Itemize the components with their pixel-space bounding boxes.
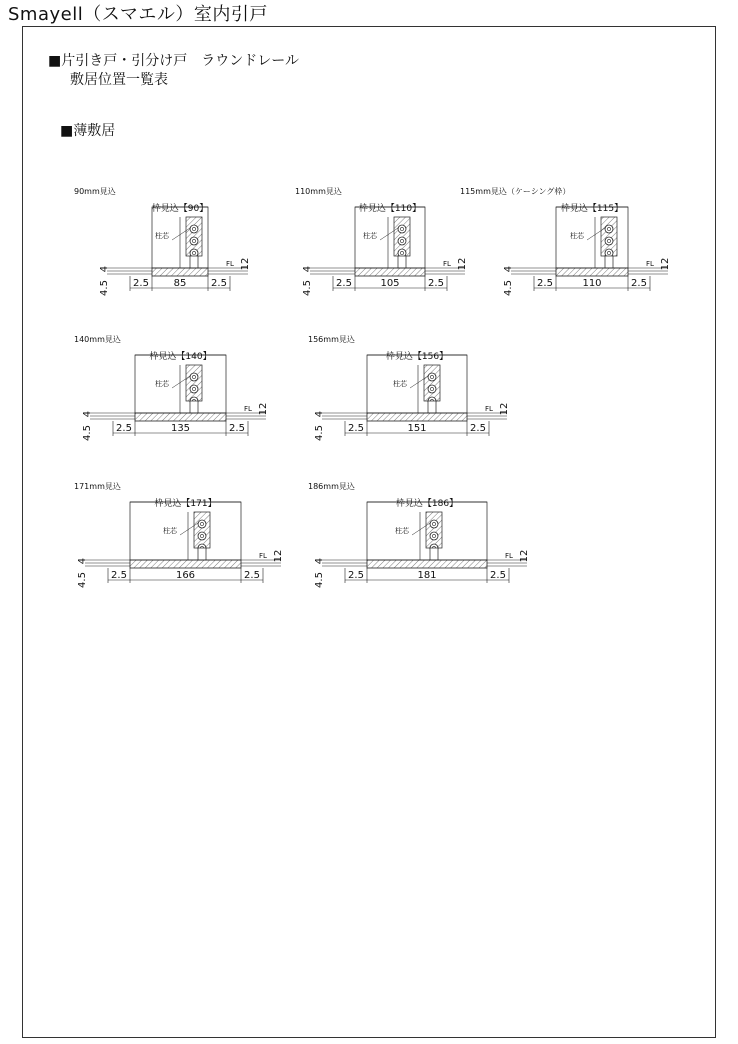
height-4-label: 4 <box>314 410 325 418</box>
roller-circle <box>430 520 438 528</box>
floor-level-label: FL <box>226 260 234 268</box>
height-12-label: 12 <box>273 549 284 563</box>
roller-circle <box>428 385 436 393</box>
roller-circle <box>190 385 198 393</box>
sill-section <box>367 413 467 421</box>
frame-outline <box>367 355 467 413</box>
floor-level-label: FL <box>244 405 252 413</box>
height-4-label: 4 <box>503 265 514 273</box>
right-margin-value: 2.5 <box>211 278 227 289</box>
document-title: Smayell（スマエル）室内引戸 <box>8 4 268 25</box>
height-12-label: 12 <box>519 549 530 563</box>
left-margin-value: 2.5 <box>348 423 364 434</box>
left-margin-value: 2.5 <box>116 423 132 434</box>
rail-guide <box>398 256 406 268</box>
left-margin-value: 2.5 <box>537 278 553 289</box>
height-4-5-label: 4.5 <box>77 572 88 588</box>
rail-guide <box>190 401 198 413</box>
height-4-label: 4 <box>82 410 93 418</box>
floor-level-label: FL <box>259 552 267 560</box>
diagram-caption: 110mm見込 <box>295 187 342 196</box>
sill-width-value: 110 <box>582 278 602 289</box>
sill-section <box>367 560 487 568</box>
height-12-label: 12 <box>499 402 510 416</box>
frame-label: 枠見込【156】 <box>385 352 449 362</box>
sill-section <box>130 560 241 568</box>
roller-circle <box>198 520 206 528</box>
diagram-caption: 156mm見込 <box>308 335 355 344</box>
roller-circle <box>430 532 438 540</box>
roller-circle <box>398 225 406 233</box>
frame-label: 枠見込【186】 <box>395 499 459 509</box>
diagram-caption: 140mm見込 <box>74 335 121 344</box>
column-core-label: 柱芯 <box>570 232 584 240</box>
frame-label: 枠見込【110】 <box>358 204 422 214</box>
sill-section <box>152 268 208 276</box>
right-margin-value: 2.5 <box>631 278 647 289</box>
sill-width-value: 181 <box>417 570 437 581</box>
height-4-5-label: 4.5 <box>99 280 110 296</box>
right-margin-value: 2.5 <box>490 570 506 581</box>
diagram-caption: 115mm見込（ケーシング枠） <box>460 187 571 196</box>
frame-label: 枠見込【90】 <box>151 204 209 214</box>
rail-guide <box>428 401 436 413</box>
height-12-label: 12 <box>457 257 468 271</box>
floor-level-label: FL <box>443 260 451 268</box>
sill-section <box>355 268 425 276</box>
height-4-label: 4 <box>314 557 325 565</box>
diagram-caption: 171mm見込 <box>74 482 121 491</box>
floor-level-label: FL <box>485 405 493 413</box>
roller-circle <box>190 225 198 233</box>
left-margin-value: 2.5 <box>336 278 352 289</box>
door-panel <box>186 365 202 401</box>
rail-guide <box>190 256 198 268</box>
height-12-label: 12 <box>240 257 251 271</box>
column-core-label: 柱芯 <box>163 527 177 535</box>
left-margin-value: 2.5 <box>348 570 364 581</box>
sill-width-value: 151 <box>407 423 427 434</box>
height-12-label: 12 <box>660 257 671 271</box>
left-margin-value: 2.5 <box>133 278 149 289</box>
sill-width-value: 166 <box>175 570 196 581</box>
column-core-label: 柱芯 <box>395 527 409 535</box>
height-4-5-label: 4.5 <box>503 280 514 296</box>
right-margin-value: 2.5 <box>428 278 444 289</box>
rail-guide <box>198 548 206 560</box>
diagram-caption: 90mm見込 <box>74 187 116 196</box>
diagram-caption: 186mm見込 <box>308 482 355 491</box>
height-4-5-label: 4.5 <box>314 425 325 441</box>
roller-circle <box>398 237 406 245</box>
sill-section <box>135 413 226 421</box>
frame-outline <box>135 355 226 413</box>
subheading-thin-sill: ■薄敷居 <box>60 123 116 139</box>
height-4-label: 4 <box>77 557 88 565</box>
column-core-label: 柱芯 <box>393 380 407 388</box>
door-panel <box>426 512 442 548</box>
sill-section <box>556 268 628 276</box>
roller-circle <box>198 532 206 540</box>
heading-line-2: 敷居位置一覧表 <box>70 72 168 88</box>
sill-width-value: 105 <box>380 278 400 289</box>
sill-width-value: 135 <box>170 423 191 434</box>
heading-line-1: ■片引き戸・引分け戸 ラウンドレール <box>48 53 299 69</box>
column-core-label: 柱芯 <box>155 380 169 388</box>
right-margin-value: 2.5 <box>244 570 260 581</box>
sill-width-value: 85 <box>173 278 187 289</box>
roller-circle <box>428 373 436 381</box>
height-12-label: 12 <box>258 402 269 416</box>
floor-level-label: FL <box>646 260 654 268</box>
rail-guide <box>605 256 613 268</box>
height-4-label: 4 <box>99 265 110 273</box>
frame-label: 枠見込【171】 <box>154 499 217 509</box>
frame-outline <box>130 502 241 560</box>
right-margin-value: 2.5 <box>470 423 486 434</box>
door-panel <box>424 365 440 401</box>
roller-circle <box>605 237 613 245</box>
height-4-5-label: 4.5 <box>314 572 325 588</box>
height-4-5-label: 4.5 <box>302 280 313 296</box>
right-margin-value: 2.5 <box>229 423 245 434</box>
roller-circle <box>190 237 198 245</box>
height-4-label: 4 <box>302 265 313 273</box>
column-core-label: 柱芯 <box>363 232 377 240</box>
door-panel <box>194 512 210 548</box>
roller-circle <box>190 373 198 381</box>
frame-label: 枠見込【140】 <box>149 352 212 362</box>
roller-circle <box>605 225 613 233</box>
rail-guide <box>430 548 438 560</box>
left-margin-value: 2.5 <box>111 570 127 581</box>
height-4-5-label: 4.5 <box>82 425 93 441</box>
floor-level-label: FL <box>505 552 513 560</box>
column-core-label: 柱芯 <box>155 232 169 240</box>
frame-label: 枠見込【115】 <box>560 204 624 214</box>
